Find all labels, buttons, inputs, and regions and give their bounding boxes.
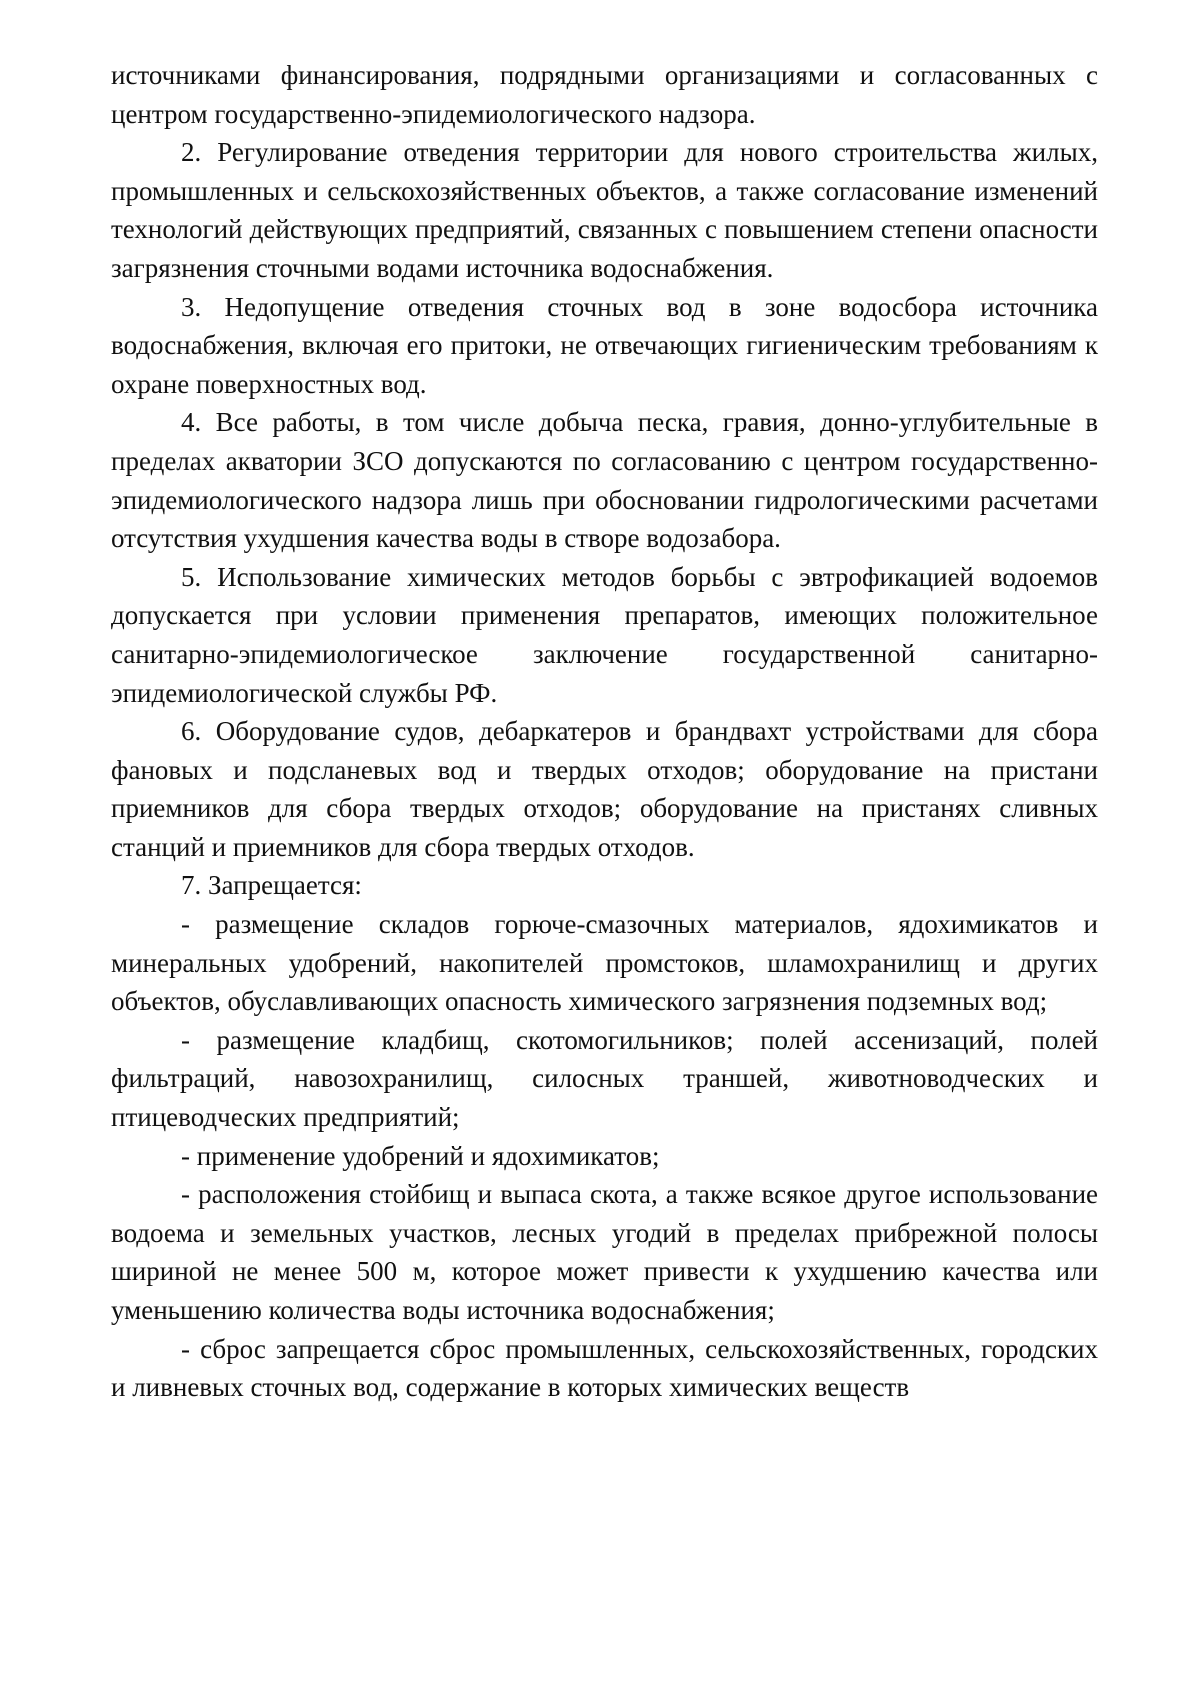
paragraph-item-3: 3. Недопущение отведения сточных вод в зоне водосбора источника водоснабжения, включая его притоки, не отвечающих гигиеническим требованиям к охране поверхностных вод.: [111, 291, 1098, 399]
paragraph-item-2: 2. Регулирование отведения территории для нового строительства жилых, промышленных и сельскохозяйственных объектов, а также согласование изменений технологий действующих предприятий, связанных с повышением степени опасности загрязнения сточными водами источника водоснабжения.: [111, 137, 1098, 283]
paragraph-item-4: 4. Все работы, в том числе добыча песка, гравия, донно-углубительные в пределах акватории ЗСО допускаются по согласованию с центром государственно-эпидемиологического надзора лишь при обосновании гидрологическими расчетами отсутствия ухудшения качества воды в створе водозабора.: [111, 407, 1098, 554]
paragraph-item-7-heading: 7. Запрещается:: [181, 870, 362, 901]
prohibition-item-storage: - размещение складов горюче-смазочных материалов, ядохимикатов и минеральных удобрений, накопителей промстоков, шламохранилищ и других объектов, обуславливающих опасность химического загрязнения подземных вод;: [111, 909, 1098, 1017]
prohibition-item-discharge: - сброс запрещается сброс промышленных, сельскохозяйственных, городских и ливневых сточных вод, содержание в которых химических веществ: [111, 1333, 1098, 1403]
prohibition-item-fertilizers: - применение удобрений и ядохимикатов;: [181, 1140, 660, 1171]
paragraph-continuation: источниками финансирования, подрядными организациями и согласованных с центром государственно-эпидемиологического надзора.: [111, 60, 1098, 129]
paragraph-item-5: 5. Использование химических методов борьбы с эвтрофикацией водоемов допускается при условии применения препаратов, имеющих положительное санитарно-эпидемиологическое заключение государственной санитарно-эпидемиологической службы РФ.: [111, 561, 1098, 708]
paragraph-item-6: 6. Оборудование судов, дебаркатеров и брандвахт устройствами для сбора фановых и подсланевых вод и твердых отходов; оборудование на пристани приемников для сбора твердых отходов; оборудование на пристанях сливных станций и приемников для сбора твердых отходов.: [111, 716, 1098, 862]
prohibition-item-cemeteries: - размещение кладбищ, скотомогильников; полей ассенизаций, полей фильтраций, навозохранилищ, силосных траншей, животноводческих и птицеводческих предприятий;: [111, 1024, 1098, 1133]
prohibition-item-grazing: - расположения стойбищ и выпаса скота, а также всякое другое использование водоема и земельных участков, лесных угодий в пределах прибрежной полосы шириной не менее 500 м, которое может привести к ухудшению качества или уменьшению количества воды источника водоснабжения;: [111, 1179, 1098, 1325]
